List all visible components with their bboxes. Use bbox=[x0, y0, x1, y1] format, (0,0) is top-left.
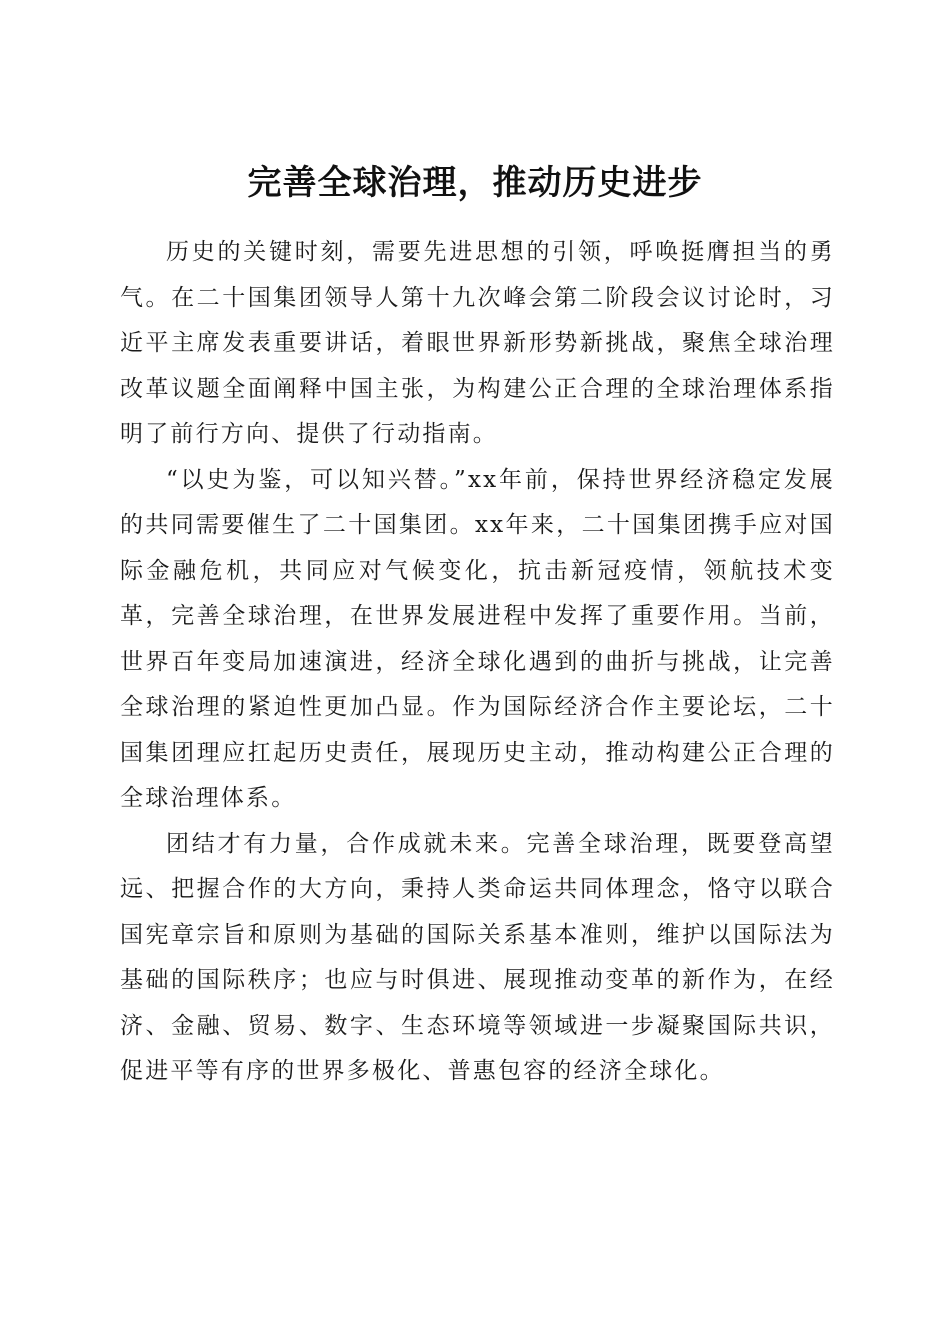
paragraph: 团结才有力量，合作成就未来。完善全球治理，既要登高望远、把握合作的大方向，秉持人类命运共同体理念，恪守以联合国宪章宗旨和原则为基础的国际关系基本准则，维护以国际法为基础的国际秩序；也应与时俱进、展现推动变革的新作为，在经济、金融、贸易、数字、生态环境等领域进一步凝聚国际共识，促进平等有序的世界多极化、普惠包容的经济全球化。 bbox=[120, 830, 835, 1084]
paragraph: 历史的关键时刻，需要先进思想的引领，呼唤挺膺担当的勇气。在二十国集团领导人第十九次峰会第二阶段会议讨论时，习近平主席发表重要讲话，着眼世界新形势新挑战，聚焦全球治理改革议题全面阐释中国主张，为构建公正合理的全球治理体系指明了前行方向、提供了行动指南。 bbox=[120, 239, 835, 447]
paragraph: “以史为鉴，可以知兴替。”xx年前，保持世界经济稳定发展的共同需要催生了二十国集团。xx年来，二十国集团携手应对国际金融危机，共同应对气候变化，抗击新冠疫情，领航技术变革，完善全球治理，在世界发展进程中发挥了重要作用。当前，世界百年变局加速演进，经济全球化遇到的曲折与挑战，让完善全球治理的紧迫性更加凸显。作为国际经济合作主要论坛，二十国集团理应扛起历史责任，展现历史主动，推动构建公正合理的全球治理体系。 bbox=[120, 466, 835, 811]
page-title: 完善全球治理，推动历史进步 bbox=[247, 162, 703, 203]
document-body bbox=[120, 230, 835, 1095]
